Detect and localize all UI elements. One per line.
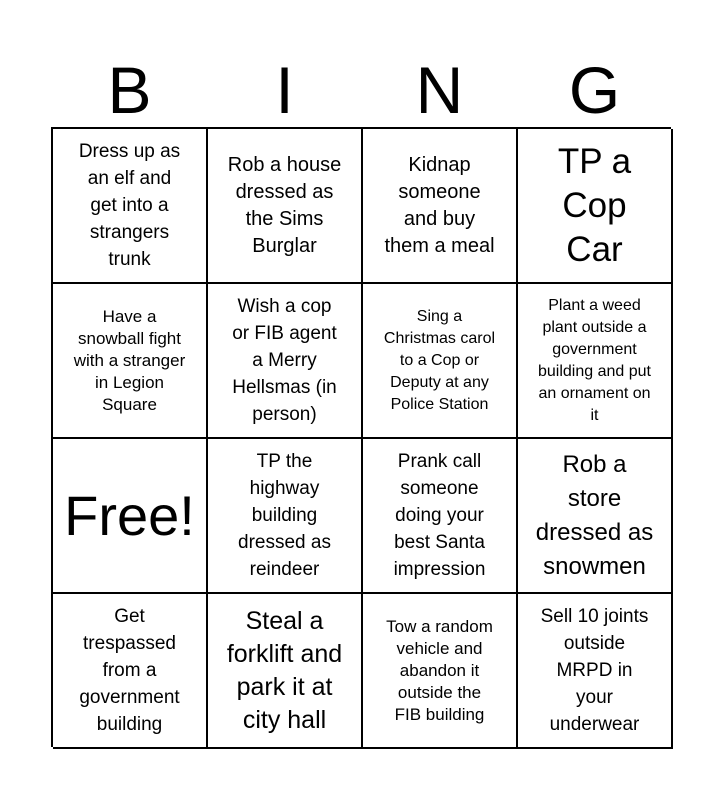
bingo-cell[interactable] [518,594,673,749]
bingo-cell[interactable] [518,129,673,284]
header-letter-g: G [568,53,621,127]
cell-text: TP a Cop Car [557,141,632,269]
bingo-cell[interactable] [363,439,518,594]
bingo-cell[interactable] [518,284,673,439]
bingo-cell[interactable] [363,284,518,439]
bingo-cell[interactable] [518,439,673,594]
bingo-board [51,127,671,747]
cell-text: Have a snowball fight with a stranger in Legion Square [73,306,186,414]
cell-text: Steal a forklift and park it at city hall [226,606,343,734]
header-letter-b: B [107,53,152,127]
cell-text: Rob a store dressed as snowmen [535,450,654,580]
cell-text: Sing a Christmas carol to a Cop or Deputy at any Police Station [383,307,496,413]
cell-text: Rob a house dressed as the Sims Burglar [227,153,342,257]
cell-text: Wish a cop or FIB agent a Merry Hellsmas (in person) [232,296,337,425]
cell-text: Prank call someone doing your best Santa impression [393,451,486,580]
cell-text: Sell 10 joints outside MRPD in your underwear [540,606,649,735]
bingo-cell[interactable] [53,129,208,284]
bingo-cell[interactable] [53,594,208,749]
free-space-text: Free! [64,483,195,547]
bingo-cell[interactable] [53,284,208,439]
cell-text: Plant a weed plant outside a government building and put an ornament on it [538,296,651,424]
header-letter-n: N [415,53,464,127]
bingo-cell[interactable] [208,284,363,439]
header-letter-i: I [275,53,294,127]
cell-text: Get trespassed from a government building [79,606,180,735]
cell-text: Kidnap someone and buy them a meal [384,153,495,257]
cell-text: TP the highway building dressed as reindeer [238,451,331,580]
bingo-header [52,54,672,126]
bingo-cell[interactable] [208,439,363,594]
bingo-cell[interactable] [208,594,363,749]
bingo-cell[interactable] [363,594,518,749]
cell-text: Tow a random vehicle and abandon it outside the FIB building [386,616,493,724]
bingo-cell-free[interactable] [53,439,208,594]
bingo-cell[interactable] [363,129,518,284]
cell-text: Dress up as an elf and get into a strangers trunk [78,141,181,270]
bingo-cell[interactable] [208,129,363,284]
